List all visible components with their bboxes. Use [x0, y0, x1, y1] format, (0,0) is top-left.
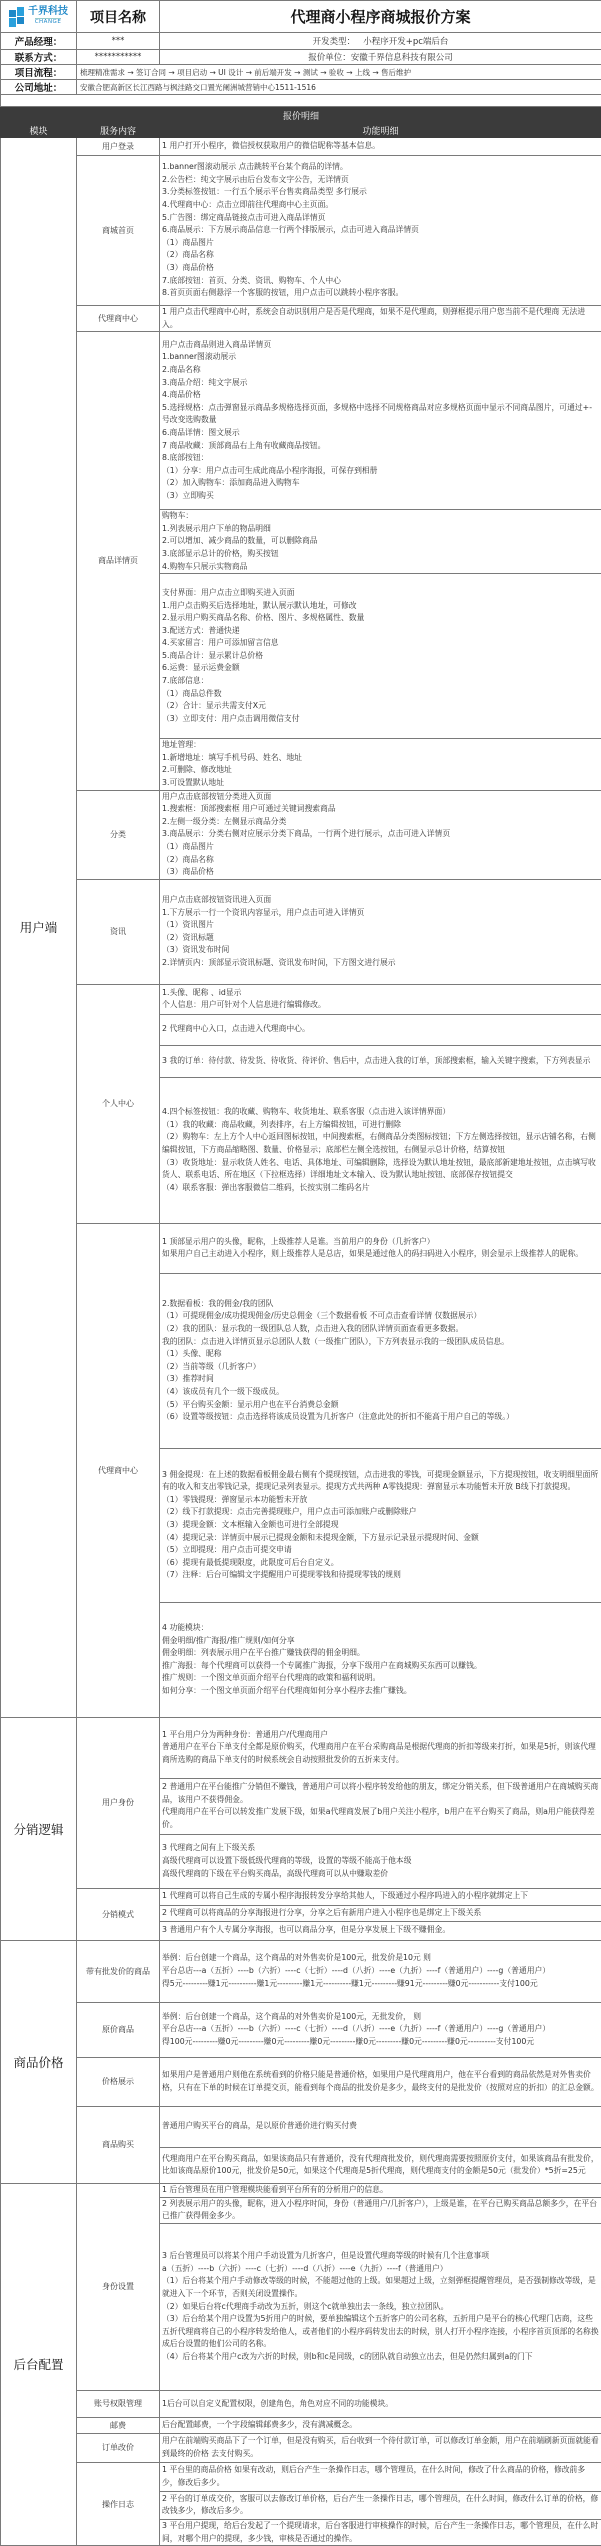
feature-line: 5.商品合计：显示累计总价格: [162, 650, 599, 663]
feature-detail: [160, 1905, 601, 1921]
company-logo: [1, 1, 77, 33]
feature-line: 佣金明细/推广海报/推广规则/如何分享: [162, 1635, 599, 1648]
service-name: 商品购买: [77, 2106, 160, 2183]
feature-detail: [160, 984, 601, 1014]
feature-line: （3）推荐时间: [162, 1373, 599, 1386]
address-value: 安徽合肥高新区长江西路与枫洼路交口置光阑洲城营销中心1511-1516: [77, 80, 601, 95]
flow-value: 梳理精准需求 → 签订合同 → 项目启动 → UI 设计 → 前后端开发 → 测试 → 验收 → 上线 → 售后维护: [77, 65, 601, 80]
feature-line: 1 后台管理员在用户管理模块能看到平台所有的分析用户的信息。: [162, 2184, 599, 2197]
feature-detail: [160, 2417, 601, 2433]
table-row: [1, 156, 601, 306]
feature-line: 后台配置邮费，一个字段编辑邮费多少，没有满减概念。: [162, 2419, 599, 2432]
address-label: 公司地址：: [1, 80, 77, 95]
feature-line: 1.下方展示一行一个资讯内容显示，用户点击可进入详情页: [162, 907, 599, 920]
feature-line: 我的团队：点击进入详情页显示总团队人数（一级推广团队），下方列表显示我的一级团队成员信息。: [162, 1336, 599, 1349]
feature-line: （1）商品图片: [162, 237, 599, 250]
column-header-module: 模块: [1, 124, 77, 138]
feature-line: 代理商用户在平台可以转发推广发展下级，如果a代理商发展了b用户关注小程序，b用户在平台购买了商品，则a用户能获得差价。: [162, 1806, 599, 1831]
contact-label: 联系方式：: [1, 50, 77, 65]
feature-line: 1 用户点击代理商中心时，系统会自动识别用户是否是代理商，如果不是代理商，则弹框提示用户您当前不是代理商 无法进入。: [162, 306, 599, 331]
feature-line: （2）线下打款提现：点击完善提现账户，用户点击可添加账户或删除账户: [162, 1506, 599, 1519]
feature-line: （3）提现金额：文本框输入金额也可进行全部提现: [162, 1519, 599, 1532]
feature-line: 1.搜索框：顶部搜索框 用户可通过关键词搜索商品: [162, 803, 599, 816]
feature-line: 2.左侧一级分类：左侧显示商品分类: [162, 816, 599, 829]
table-row: [1, 2462, 601, 2491]
feature-line: 平台总店---a（五折）----b（六折）----c（七折）----d（八折）----e（九折）----f（普通用户）----g（普通用户）: [162, 2023, 599, 2036]
feature-line: 7 商品收藏：顶部商品右上角有收藏商品按钮。: [162, 440, 599, 453]
service-name: 个人中心: [77, 984, 160, 1223]
feature-line: （1）零钱提现：弹窗显示本功能暂未开放: [162, 1494, 599, 1507]
feature-line: 如果用户是普通用户则他在系统看到的价格只能是普通价格，如果用户是代理商用户，他在平台看到的商品依然是对外售卖价格，只有在下单的时候在订单提交页，能看到每个商品的批发价是多少，最终支付的是批发价（按照对应的折扣）的汇总金额。: [162, 2069, 599, 2094]
feature-line: 1.列表展示用户下单的物品明细: [162, 523, 599, 536]
feature-detail: [160, 739, 601, 790]
feature-line: （1）头像、昵称: [162, 1348, 599, 1361]
table-row: [1, 2057, 601, 2106]
feature-line: （6）提现有最低提现限度，此限度可后台自定义。: [162, 1557, 599, 1570]
table-row: [1, 1940, 601, 2002]
feature-line: 2 普通用户在平台能推广分销但不赚钱，普通用户可以将小程序转发给他的朋友，绑定分销关系，但下级普通用户在商城购买商品，该用户不获得佣金。: [162, 1781, 599, 1806]
feature-line: 1 用户打开小程序，微信授权获取用户的微信昵称等基本信息。: [162, 140, 599, 153]
feature-line: 2.商品名称: [162, 364, 599, 377]
module-name: 分销逻辑: [1, 1717, 77, 1940]
feature-line: 5.选择规格：点击弹窗显示商品多规格选择页面，多规格中选择不同规格商品对应多规格页面中显示不同商品图片，可通过+-号改变选购数量: [162, 402, 599, 427]
feature-line: （3）立即支付：用户点击调用微信支付: [162, 713, 599, 726]
feature-detail: [160, 1273, 601, 1448]
feature-line: 3 我的订单：待付款、待发货、待收货、待评价、售后中，点击进入我的订单，顶部搜索框，输入关键字搜索，下方列表显示: [162, 1055, 599, 1068]
table-row: [1, 2106, 601, 2147]
feature-line: 用户点击商品则进入商品详情页: [162, 339, 599, 352]
feature-detail: [160, 156, 601, 306]
feature-detail: [160, 2057, 601, 2106]
feature-line: （1）后台将某个用户手动修改等级的时候，不能超过他的上级。如果超过上级，立刻弹框提醒管理员，是否强制修改等级，是就进入下一个环节，否则关闭设置操作。: [162, 2275, 599, 2300]
service-name: 用户身份: [77, 1717, 160, 1888]
table-row: [1, 2433, 601, 2462]
feature-line: （1）商品图片: [162, 841, 599, 854]
feature-line: 1.banner图滚动展示 点击跳转平台某个商品的详情。: [162, 161, 599, 174]
module-name: 后台配置: [1, 2183, 77, 2545]
table-row: [1, 1888, 601, 1905]
feature-detail: [160, 1448, 601, 1602]
feature-line: 2.可删除、修改地址: [162, 764, 599, 777]
spacer-row: [1, 95, 601, 107]
quote-unit: 报价单位：安徽千界信息科技有限公司: [160, 50, 601, 65]
feature-line: 3.底部显示总计的价格，购买按钮: [162, 548, 599, 561]
feature-line: 8.底部按钮：: [162, 452, 599, 465]
table-row: [1, 1223, 601, 1273]
feature-line: （2）资讯标题: [162, 932, 599, 945]
feature-line: 购物车：: [162, 510, 599, 523]
feature-line: 佣金明细：列表展示用户在平台推广赚钱获得的佣金明细。: [162, 1647, 599, 1660]
feature-detail: [160, 2223, 601, 2390]
feature-line: （3）立即购买: [162, 490, 599, 503]
feature-line: （2）当前等级（几折客户）: [162, 1361, 599, 1374]
feature-line: 个人信息：用户可针对个人信息进行编辑修改。: [162, 999, 599, 1012]
feature-line: 1.banner图滚动展示: [162, 351, 599, 364]
feature-line: 3 佣金提现：在上述的数据看板佣金最右侧有个提现按钮，点击进我的零钱，可提现金额显示，下方提现按钮，收支明细里面所有的收入和支出零钱记录，提现记录列表显示。提现方式共两种 A零钱提现：弹窗显示本功能暂未开放 B线下打款提现。: [162, 1469, 599, 1494]
feature-line: （2）加入购物车：添加商品进入购物车: [162, 477, 599, 490]
feature-detail: [160, 574, 601, 739]
feature-detail: [160, 1045, 601, 1077]
feature-line: （3）收货地址：显示收货人姓名、电话、具体地址、可编辑删除，选择设为默认地址按钮，最底部新建地址按钮，点击填写收货人、联系电话、所在地区（下拉框选择）详细地址文本输入、设为默认地址按钮、底部保存按钮提交: [162, 1157, 599, 1182]
feature-line: 1.新增地址：填写手机号码、姓名、地址: [162, 752, 599, 765]
feature-line: 4.商品价格: [162, 389, 599, 402]
feature-line: （3）资讯发布时间: [162, 944, 599, 957]
feature-detail: [160, 2002, 601, 2057]
service-name: 操作日志: [77, 2462, 160, 2545]
feature-detail: [160, 2519, 601, 2545]
feature-detail: [160, 1921, 601, 1940]
feature-line: 3.商品介绍：纯文字展示: [162, 377, 599, 390]
feature-detail: [160, 1602, 601, 1717]
service-name: 邮费: [77, 2417, 160, 2433]
table-row: [1, 2002, 601, 2057]
feature-line: （1）我的收藏：商品收藏，列表排序，右上方编辑按钮，可进行删除: [162, 1119, 599, 1132]
feature-line: 举例：后台创建一个商品，这个商品的对外售卖价是100元，无批发价， 则: [162, 2011, 599, 2024]
feature-line: 2 代理商中心入口，点击进入代理商中心。: [162, 1023, 599, 1036]
service-name: 代理商中心: [77, 1223, 160, 1717]
logo-english: CHANGE: [35, 18, 62, 26]
feature-line: 用户点击底部按钮分类进入页面: [162, 791, 599, 804]
flow-label: 项目流程：: [1, 65, 77, 80]
feature-line: （2）我的团队：显示我的一级团队总人数，点击进入我的团队详情页面查看更多数据。: [162, 1323, 599, 1336]
feature-line: 4.代理商中心：点击立即前往代理商中心主页面。: [162, 199, 599, 212]
feature-line: （2）商品名称: [162, 854, 599, 867]
feature-line: 得5元---------赚1元----------赚1元---------赚1元----------赚1元---------赚91元---------赚0元-----------支付100元: [162, 1978, 599, 1991]
feature-line: 8.首页页面右侧悬浮一个客服的按钮，用户点击可以跳转小程序客服。: [162, 287, 599, 300]
service-name: 商城首页: [77, 156, 160, 306]
feature-detail: [160, 1717, 601, 1778]
table-row: [1, 306, 601, 332]
feature-detail: [160, 510, 601, 574]
table-row: [1, 2417, 601, 2433]
feature-line: 3 普通用户有个人专属分享海报，也可以商品分享，但是分享发展上下级不赚佣金。: [162, 1924, 599, 1937]
feature-detail: [160, 332, 601, 510]
pm-value: ***: [77, 33, 160, 50]
feature-line: （1）商品总件数: [162, 688, 599, 701]
feature-detail: [160, 138, 601, 156]
feature-detail: [160, 2491, 601, 2519]
feature-line: 2 列表展示用户的头像，昵称，进入小程序时间，身份（普通用户/几折客户），上级是谁，在平台已购买商品总额多少，在平台已推广获得佣金多少。: [162, 2198, 599, 2223]
feature-detail: [160, 2197, 601, 2223]
service-name: 价格展示: [77, 2057, 160, 2106]
feature-detail: [160, 2390, 601, 2417]
feature-line: 6.商品展示：下方展示商品信息一行两个排版展示，点击可进入商品详情页: [162, 224, 599, 237]
service-name: 原价商品: [77, 2002, 160, 2057]
feature-line: 4.四个标签按钮：我的收藏、购物车、收货地址、联系客服（点击进入该详情界面）: [162, 1106, 599, 1119]
feature-detail: [160, 1014, 601, 1045]
feature-detail: [160, 1223, 601, 1273]
feature-line: （5）立即提现：用户点击可提交申请: [162, 1544, 599, 1557]
feature-line: 3.可设置默认地址: [162, 777, 599, 790]
feature-line: 支付界面：用户点击立即购买进入页面: [162, 587, 599, 600]
feature-line: 用户在前端购买商品下了一个订单，但是没有购买，后台收到一个待付款订单，可以修改订单金额，用户在前端刷新页面就能看到最终的价格 去支付购买。: [162, 2435, 599, 2460]
dev-type: 开发类型： 小程序开发+pc端后台: [160, 33, 601, 50]
feature-detail: [160, 879, 601, 984]
module-name: 用户端: [1, 138, 77, 1718]
feature-line: （4）提现记录：详情页中展示已提现金额和未提现金额，下方显示记录显示提现时间、金额: [162, 1532, 599, 1545]
feature-detail: [160, 1940, 601, 2002]
service-name: 分类: [77, 790, 160, 879]
feature-line: 1.头像、昵称 、id显示: [162, 987, 599, 1000]
feature-line: 1.用户点击购买后选择地址，默认展示默认地址，可修改: [162, 600, 599, 613]
feature-line: （3）商品价格: [162, 262, 599, 275]
feature-line: （4）联系客服：弹出客服微信二维码，长按实别二维码名片: [162, 1182, 599, 1195]
feature-line: 1 代理商可以将自己生成的专属小程序海报转发分享给其他人，下级通过小程序吗进入的小程序就绑定上下: [162, 1890, 599, 1903]
feature-line: 4.买家留言：用户可添加留言信息: [162, 637, 599, 650]
project-label: 项目名称: [77, 1, 160, 33]
feature-line: 1 平台里的商品价格 如果有改动，则后台产生一条操作日志，哪个管理员，在什么时间，修改了什么商品的价格，修改前多少，修改后多少。: [162, 2464, 599, 2489]
feature-line: 3.商品展示：分类右侧对应展示分类下商品，一行两个进行展示，点击可进入详情页: [162, 828, 599, 841]
feature-line: （3）后台给某个用户设置为5折用户的时候，要单独编辑这个五折客户的公司名称，五折用户是平台的核心代理门店商，这些五折代理商将自己的小程序转发给他人，或者他们的小程序码转发出去的时候，别人打开小程序连接，小程序首页顶部的名称换成后台设置的他们公司的名称。: [162, 2313, 599, 2351]
feature-line: （1）资讯图片: [162, 919, 599, 932]
table-row: [1, 879, 601, 984]
page-title: 代理商小程序商城报价方案: [160, 1, 601, 33]
table-row: [1, 790, 601, 879]
table-row: [1, 138, 601, 156]
feature-detail: [160, 1778, 601, 1834]
feature-line: 6.商品详情：图文展示: [162, 427, 599, 440]
feature-line: （1）可提现佣金/成功提现佣金/历史总佣金（三个数据看板 不可点击查看详情 仅数据展示）: [162, 1310, 599, 1323]
table-row: [1, 984, 601, 1014]
service-name: 身份设置: [77, 2183, 160, 2390]
feature-line: 2.显示用户购买商品名称、价格、图片、多规格属性、数量: [162, 612, 599, 625]
feature-line: 3.分类标签按钮：一行五个展示平台售卖商品类型 多行展示: [162, 186, 599, 199]
module-name: 商品价格: [1, 1940, 77, 2183]
feature-line: 如何分享：一个图文单页面介绍平台代理商如何分享小程序去推广赚钱。: [162, 1685, 599, 1698]
feature-line: 普通用户购买平台的商品，是以原价普通价进行购买付费: [162, 2120, 599, 2133]
feature-line: （2）如果后台将c代理商手动改为五折，则这个c就单独出去一条线，独立拉团队。: [162, 2301, 599, 2314]
feature-line: 1后台可以自定义配置权限，创建角色，角色对应不同的功能模块。: [162, 2398, 599, 2411]
feature-line: （6）设置等级按钮：点击选择将该成员设置为几折客户（注意此处的折扣不能高于用户自己的等级。）: [162, 1411, 599, 1424]
feature-line: 举例：后台创建一个商品，这个商品的对外售卖价是100元，批发价是10元 则: [162, 1952, 599, 1965]
service-name: 订单改价: [77, 2433, 160, 2462]
feature-line: 地址管理：: [162, 739, 599, 752]
pm-label: 产品经理：: [1, 33, 77, 50]
feature-detail: [160, 2147, 601, 2183]
feature-line: （4）该成员有几个一级下级成员。: [162, 1386, 599, 1399]
feature-line: 1 顶部显示用户的头像，昵称，上级推荐人是谁。当前用户的身份（几折客户）: [162, 1236, 599, 1249]
column-header-service: 服务内容: [77, 124, 160, 138]
feature-line: 推广海报：每个代理商可以获得一个专属推广海报，分享下级用户在商城购买东西可以赚钱。: [162, 1660, 599, 1673]
feature-line: 7.底部按钮：首页、分类、资讯、购物车、个人中心: [162, 275, 599, 288]
feature-line: 2.数据看板：我的佣金/我的团队: [162, 1298, 599, 1311]
feature-line: 得100元---------赚0元---------赚0元---------赚0元---------赚0元---------赚0元---------赚0元----------支付100元: [162, 2036, 599, 2049]
feature-detail: [160, 790, 601, 879]
feature-line: （3）商品价格: [162, 866, 599, 879]
feature-line: 高级代理商可以设置下级低级代理商的等级，设置的等级不能高于他本级: [162, 1855, 599, 1868]
feature-line: （2）合计：显示共需支付X元: [162, 700, 599, 713]
feature-line: 2.可以增加、减少商品的数量，可以删除商品: [162, 535, 599, 548]
feature-line: 3 后台管理员可以将某个用户手动设置为几折客户，但是设置代理商等级的时候有几个注意事项: [162, 2250, 599, 2263]
feature-detail: [160, 1077, 601, 1223]
service-name: 账号权限管理: [77, 2390, 160, 2417]
feature-detail: [160, 2433, 601, 2462]
table-row: [1, 1717, 601, 1778]
feature-line: 3.配送方式：普通快递: [162, 625, 599, 638]
feature-line: 4 功能模块：: [162, 1622, 599, 1635]
feature-line: 高级代理商的下级在平台购买商品，高级代理商可以从中赚取差价: [162, 1868, 599, 1881]
logo-icon: [9, 7, 25, 27]
feature-line: 2 代理商可以将商品的分享海报进行分享，分享之后有新用户进入小程序也是绑定上下级关系: [162, 1907, 599, 1920]
section-title: 报价明细: [1, 107, 601, 124]
service-name: 代理商中心: [77, 306, 160, 332]
feature-line: 用户点击底部按钮资讯进入页面: [162, 894, 599, 907]
feature-line: 代理商用户在平台购买商品，如果该商品只有普通价，没有代理商批发价，则代理商需要按照原价支付，如果该商品有批发价，比如该商品原价100元，批发价是50元，如果这个代理商是5折代理商，则代理商支付的金额是50元（批发价）*5折=25元: [162, 2153, 599, 2178]
feature-line: 7.底部信息：: [162, 675, 599, 688]
feature-line: 4.购物车只展示实物商品: [162, 561, 599, 574]
feature-line: （4）后台将某个用户c改为六折的时候，则b和c是同级，c的团队就自动独立出去，但是仍然归属到a的门下: [162, 2351, 599, 2364]
feature-detail: [160, 2183, 601, 2197]
feature-detail: [160, 306, 601, 332]
feature-line: 2 平台的订单成交价，客服可以去修改订单价格，后台产生一条操作日志，哪个管理员，在什么时间，修改什么订单的价格，修改钱多少，修改后多少。: [162, 2493, 599, 2518]
table-row: [1, 2183, 601, 2197]
feature-line: 2.详情页内：顶部显示资讯标题、资讯发布时间，下方图文进行展示: [162, 957, 599, 970]
feature-line: 如果用户自己主动进入小程序，则上级推荐人是总店，如果是通过他人的码扫码进入小程序，则会显示上级推荐人的昵称。: [162, 1248, 599, 1261]
table-row: [1, 332, 601, 510]
feature-detail: [160, 2106, 601, 2147]
column-header-detail: 功能明细: [160, 124, 601, 138]
feature-line: 普通用户在平台下单支付全都是原价购买，代理商用户在平台采购商品是根据代理商的折扣等级来打折，如果是5折，则该代理商所选购的商品下单支付的时候系统会自动按照批发价的五折来支付。: [162, 1741, 599, 1766]
feature-line: a（五折）----b（六折）----c（七折）----d（八折）----e（九折）----f（普通用户）: [162, 2263, 599, 2276]
contact-value: ***********: [77, 50, 160, 65]
logo-name: 千界科技: [28, 7, 68, 17]
feature-line: 推广规则：一个图文单页面介绍平台代理商的政策和福利说明。: [162, 1672, 599, 1685]
service-name: 用户登录: [77, 138, 160, 156]
table-row: [1, 2390, 601, 2417]
service-name: 资讯: [77, 879, 160, 984]
feature-line: 3 平台用户提现，给后台发起了一个提现请求，后台客服进行审核操作的时候，后台产生一条操作日志，哪个管理员，在什么时间，对哪个用户的提现，多少钱，审核是否通过的操作。: [162, 2520, 599, 2545]
feature-line: 1 平台用户分为两种身份：普通用户/代理商用户: [162, 1729, 599, 1742]
feature-line: 2.公告栏：纯文字展示由后台发布文字公告，无详情页: [162, 174, 599, 187]
feature-line: （7）注释：后台可编辑文字提醒用户可提现零钱和待提现零钱的规则: [162, 1569, 599, 1582]
feature-line: 平台总店---a（五折）----b（六折）----c（七折）----d（八折）----e（九折）----f（普通用户）----g（普通用户）: [162, 1965, 599, 1978]
feature-line: （2）购物车：左上方个人中心返回图标按钮，中间搜索框，右侧商品分类图标按钮；下方左侧选择按钮，显示店铺名称，右侧编辑按钮，下方商品缩略图、数量、价格显示；底部栏左侧全选按钮，右侧显示总计价格，结算按钮: [162, 1131, 599, 1156]
service-name: 商品详情页: [77, 332, 160, 790]
feature-line: 6.运费：显示运费金额: [162, 662, 599, 675]
feature-detail: [160, 2462, 601, 2491]
feature-line: （1）分享：用户点击可生成此商品小程序海报，可保存到相册: [162, 465, 599, 478]
feature-line: （2）商品名称: [162, 249, 599, 262]
feature-line: （5）平台购买金额：显示用户也在平台消费总金额: [162, 1399, 599, 1412]
feature-detail: [160, 1888, 601, 1905]
feature-line: 5.广告图：绑定商品链接点击可进入商品详情页: [162, 212, 599, 225]
feature-detail: [160, 1834, 601, 1888]
service-name: 带有批发价的商品: [77, 1940, 160, 2002]
feature-line: 3 代理商之间有上下级关系: [162, 1842, 599, 1855]
service-name: 分销模式: [77, 1888, 160, 1940]
